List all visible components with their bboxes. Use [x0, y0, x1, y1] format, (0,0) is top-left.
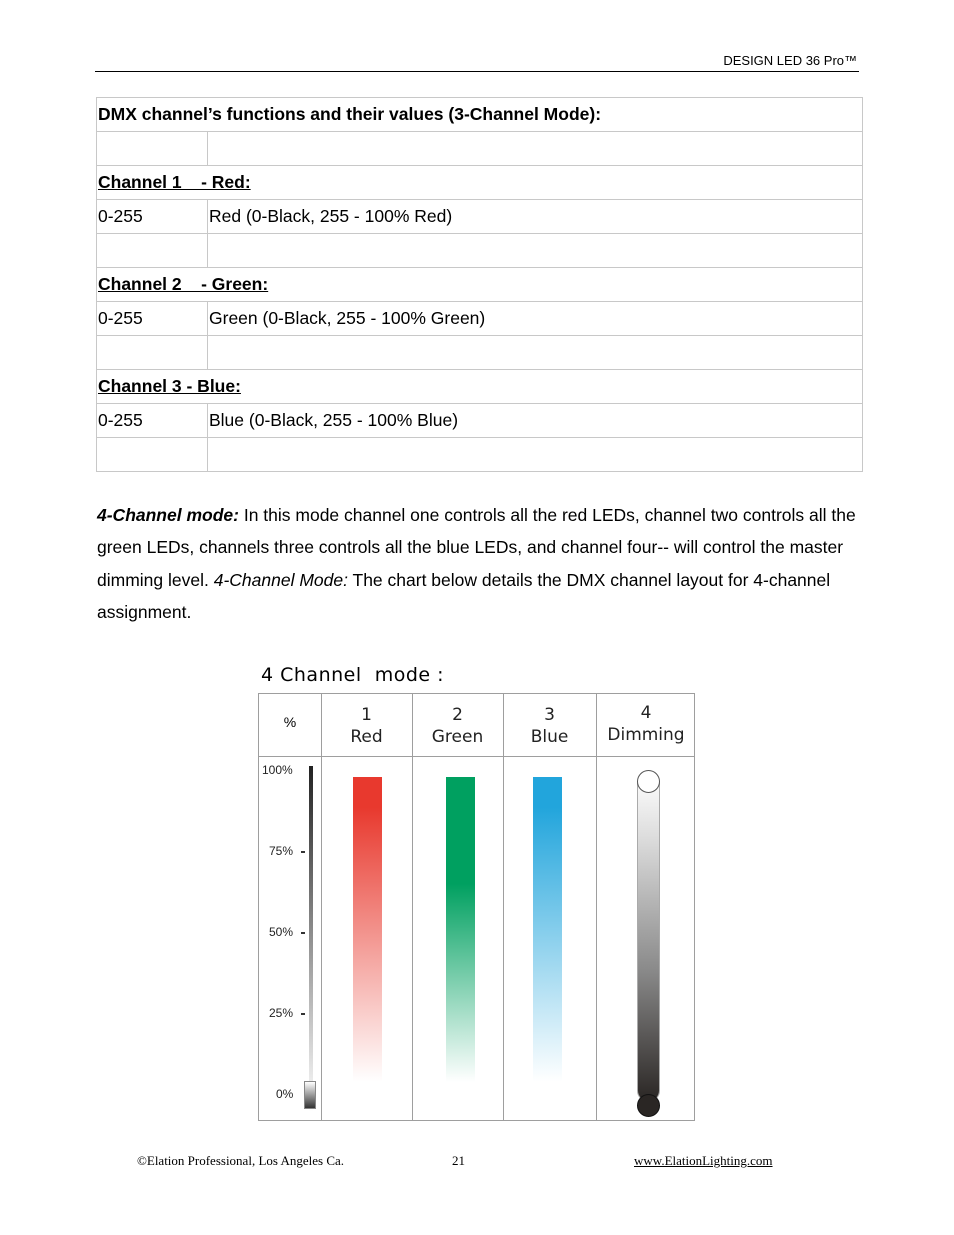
column-number: 1: [361, 705, 372, 725]
paragraph-lead: 4-Channel mode:: [97, 505, 239, 525]
channel-desc: Green (0-Black, 255 - 100% Green): [208, 302, 863, 336]
website-link[interactable]: www.ElationLighting.com: [634, 1153, 773, 1168]
document-header: DESIGN LED 36 Pro™: [723, 53, 857, 68]
dimming-knob-top: [637, 770, 660, 793]
table-row: [97, 302, 863, 336]
table-row: [97, 336, 863, 370]
column-name: Red: [350, 727, 383, 747]
table-row: [97, 98, 863, 132]
scale-slider-handle: [304, 1081, 316, 1109]
percent-header: %: [283, 714, 297, 730]
column-number: 3: [544, 705, 555, 725]
table-row: [97, 166, 863, 200]
column-name: Dimming: [607, 725, 685, 745]
table-row: [97, 370, 863, 404]
channel-range: 0-255: [97, 200, 208, 234]
column-divider: [412, 694, 413, 1120]
channel-desc: Red (0-Black, 255 - 100% Red): [208, 200, 863, 234]
channel-heading: Channel 3 - Blue:: [97, 370, 863, 404]
column-header-dimming: [596, 702, 696, 746]
column-header-green: [412, 704, 503, 748]
tick-label: 0%: [276, 1087, 294, 1101]
column-header-blue: [503, 704, 596, 748]
tick-mark: [301, 932, 305, 934]
channel-desc: Blue (0-Black, 255 - 100% Blue): [208, 404, 863, 438]
paragraph-text: In this mode channel one controls all the red LEDs, channel two controls all the green LEDs, channels three controls all the blue LEDs, and channel four-- will control the master dimming level.: [97, 505, 856, 590]
dimming-knob-bottom: [637, 1094, 660, 1117]
four-channel-paragraph: [97, 499, 865, 628]
tick-mark: [301, 1013, 305, 1015]
tick-mark: [301, 851, 305, 853]
table-title: DMX channel’s functions and their values (3-Channel Mode):: [97, 98, 863, 132]
column-number: 2: [452, 705, 463, 725]
paragraph-italic: 4-Channel Mode:: [213, 569, 348, 590]
blue-gradient-bar: [533, 777, 562, 1082]
tick-label: 100%: [262, 763, 293, 777]
dimming-gradient-track: [637, 772, 660, 1102]
green-gradient-bar: [446, 777, 475, 1082]
column-divider: [596, 694, 597, 1120]
table-row: [97, 234, 863, 268]
tick-label: 25%: [269, 1006, 294, 1020]
column-header-red: [321, 704, 412, 748]
channel-range: 0-255: [97, 302, 208, 336]
channel-range: 0-255: [97, 404, 208, 438]
table-row: [97, 132, 863, 166]
column-number: 4: [640, 703, 652, 723]
header-rule: [95, 71, 859, 72]
figure-title: 4 Channel mode :: [261, 664, 445, 686]
footer-copyright: ©Elation Professional, Los Angeles Ca.: [137, 1153, 345, 1168]
column-divider: [321, 694, 322, 1120]
page-number: 21: [452, 1153, 465, 1168]
table-row: [97, 268, 863, 302]
column-divider: [503, 694, 504, 1120]
channel-heading: Channel 2 - Green:: [97, 268, 863, 302]
tick-label: 75%: [269, 844, 294, 858]
paragraph-text: The chart below details the DMX channel layout for 4-channel assignment.: [97, 569, 831, 622]
tick-label: 50%: [269, 925, 294, 939]
dmx-3-channel-table: [96, 97, 863, 472]
table-row: [97, 438, 863, 472]
column-name: Green: [431, 727, 484, 747]
table-row: [97, 200, 863, 234]
column-name: Blue: [530, 727, 569, 747]
percent-scale-bar: [309, 766, 313, 1112]
four-channel-diagram: [258, 693, 695, 1121]
table-row: [97, 404, 863, 438]
red-gradient-bar: [353, 777, 382, 1082]
channel-heading: Channel 1 - Red:: [97, 166, 863, 200]
header-divider: [259, 756, 694, 757]
